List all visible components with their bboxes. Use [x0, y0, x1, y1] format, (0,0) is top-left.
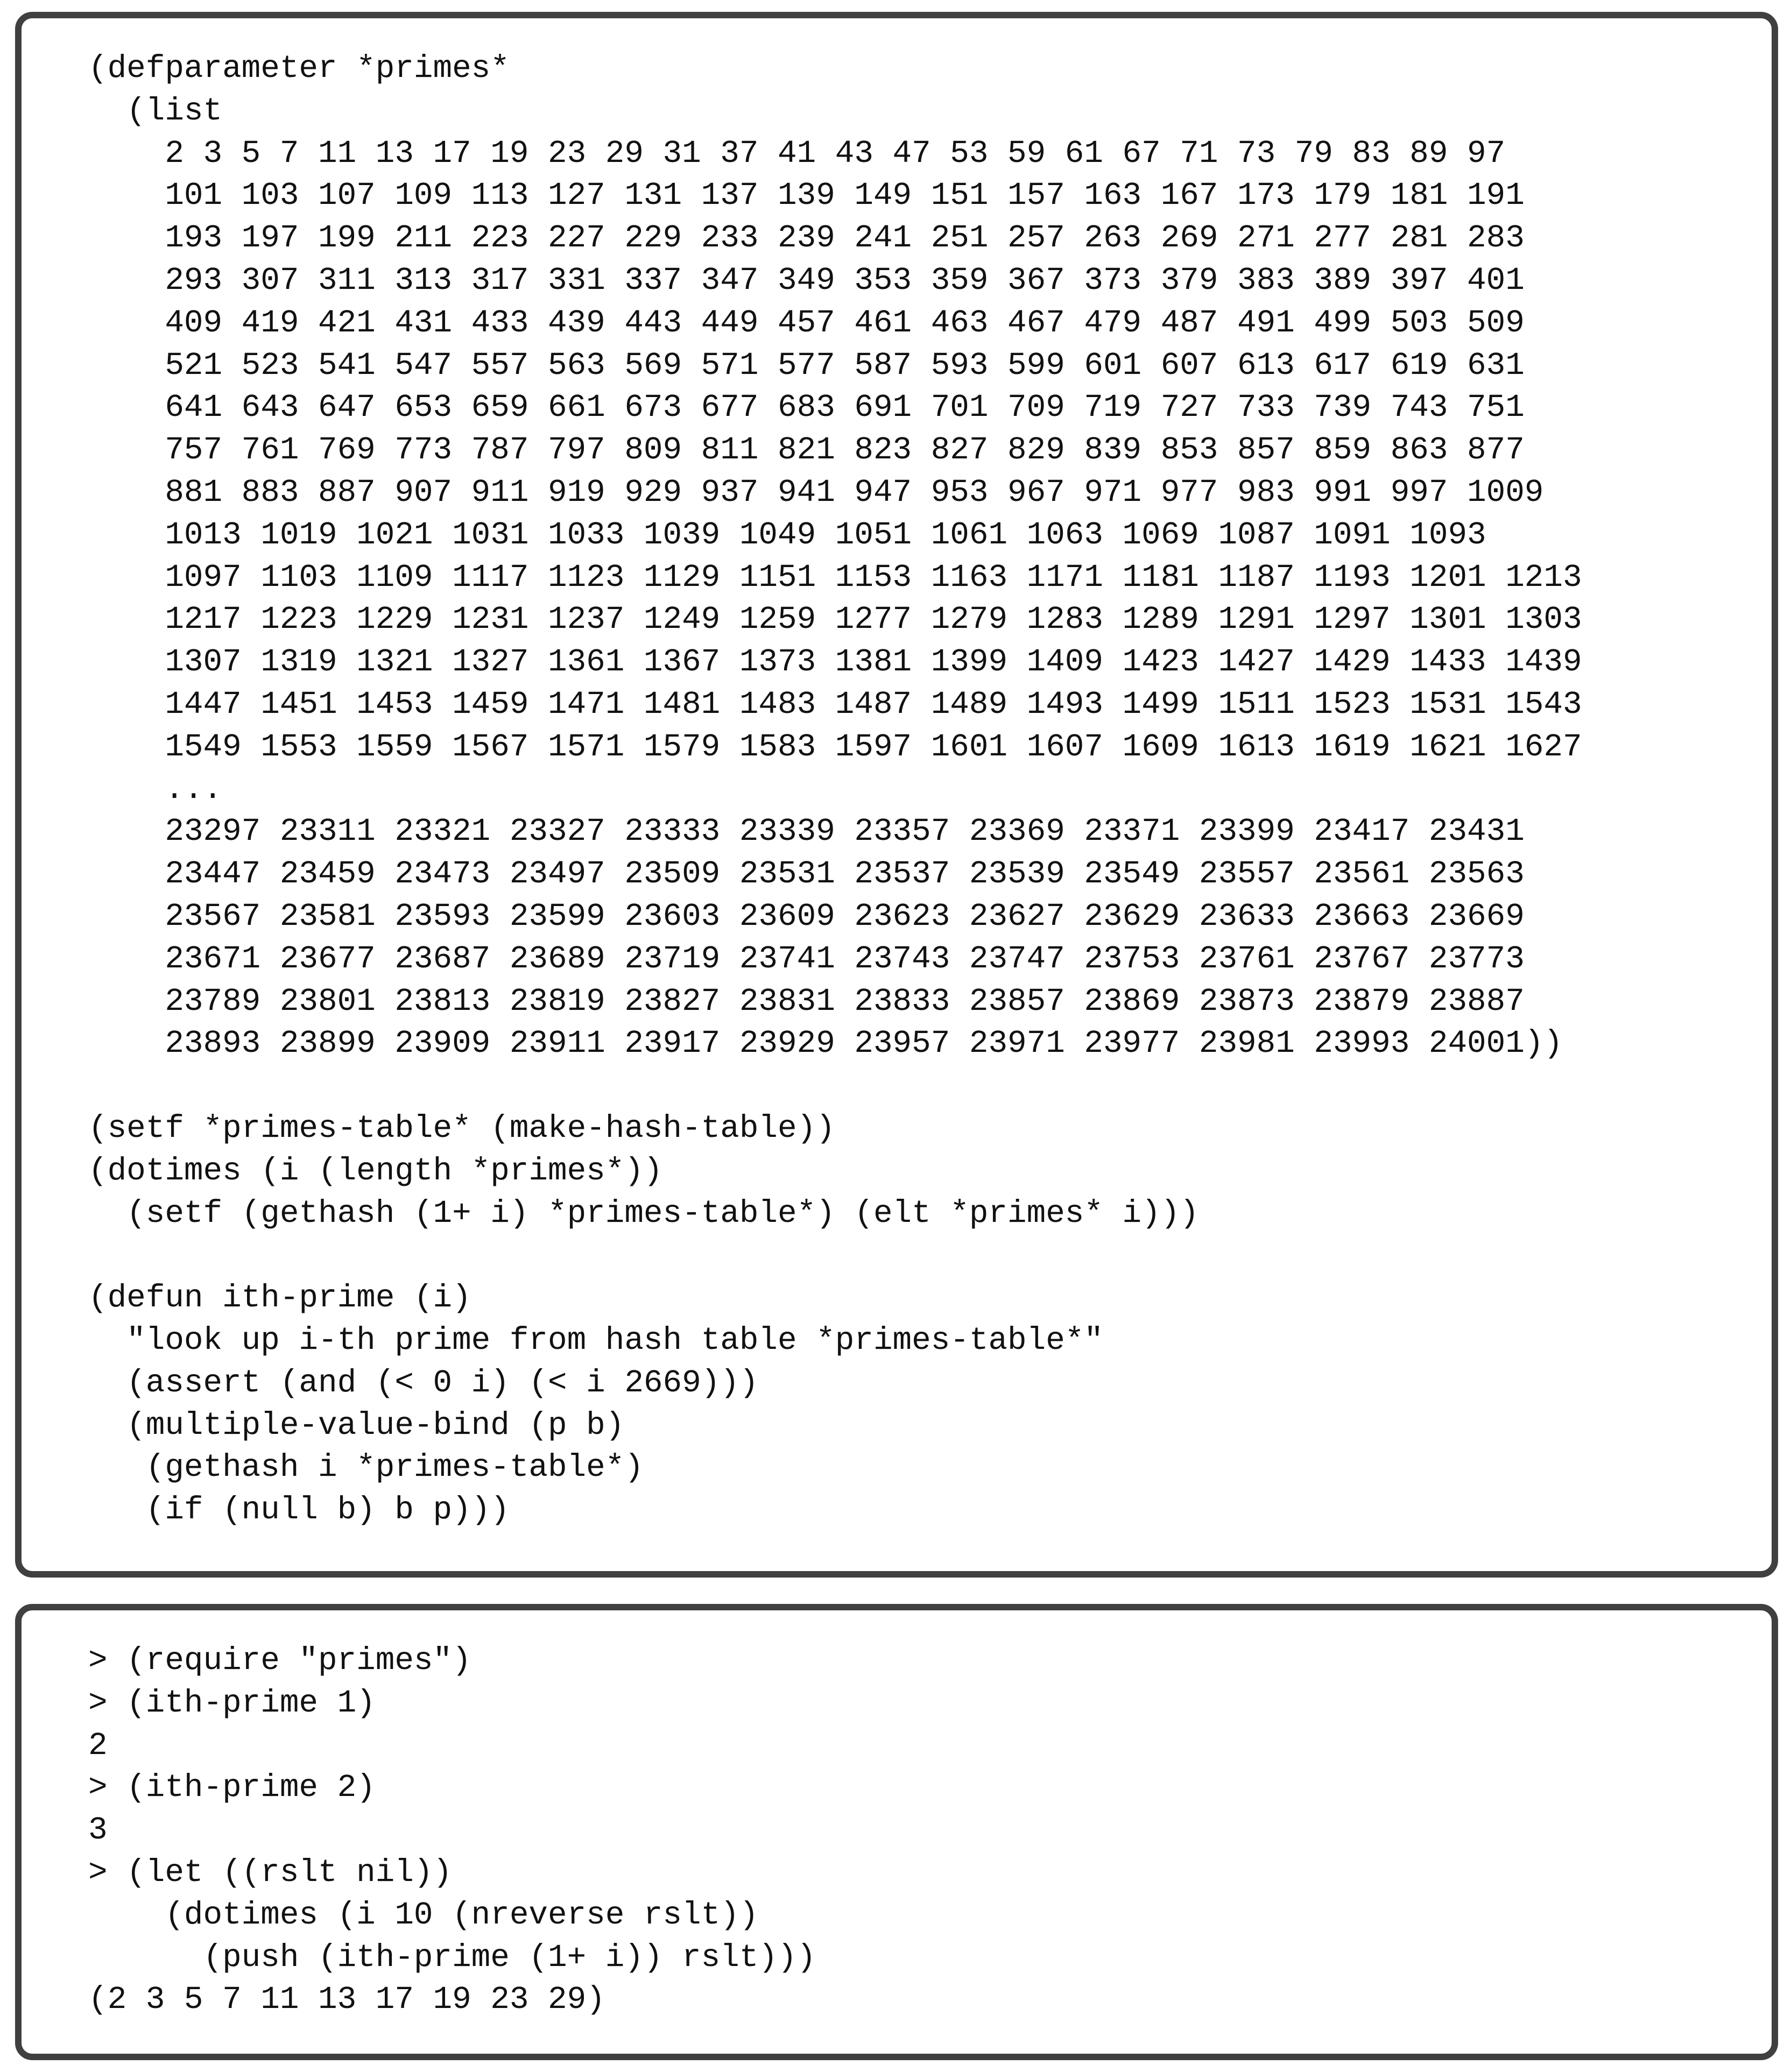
code-line: 23567 23581 23593 23599 23603 23609 23623 23627 23629 23633 23663 23669 [88, 898, 1525, 935]
code-line: 757 761 769 773 787 797 809 811 821 823 827 829 839 853 857 859 863 877 [88, 432, 1525, 469]
code-line: 1549 1553 1559 1567 1571 1579 1583 1597 1601 1607 1609 1613 1619 1621 1627 [88, 729, 1582, 765]
repl-line: (dotimes (i 10 (nreverse rslt)) [88, 1897, 759, 1933]
code-line: 1013 1019 1021 1031 1033 1039 1049 1051 1061 1063 1069 1087 1091 1093 [88, 517, 1486, 553]
code-line: 1307 1319 1321 1327 1361 1367 1373 1381 1399 1409 1423 1427 1429 1433 1439 [88, 644, 1582, 681]
repl-line: > (require "primes") [88, 1643, 471, 1679]
code-line: 23447 23459 23473 23497 23509 23531 23537 23539 23549 23557 23561 23563 [88, 856, 1525, 893]
code-listing-box [15, 12, 1778, 1578]
repl-line: > (let ((rslt nil)) [88, 1854, 453, 1891]
code-line: (defparameter *primes* [88, 51, 510, 87]
code-line: 521 523 541 547 557 563 569 571 577 587 593 599 601 607 613 617 619 631 [88, 347, 1525, 384]
code-line: (gethash i *primes-table*) [88, 1449, 644, 1486]
code-line: 881 883 887 907 911 919 929 937 941 947 953 967 971 977 983 991 997 1009 [88, 474, 1544, 511]
code-line: 23789 23801 23813 23819 23827 23831 23833 23857 23869 23873 23879 23887 [88, 983, 1525, 1020]
repl-line: 2 [88, 1727, 108, 1764]
repl-line: (push (ith-prime (1+ i)) rslt))) [88, 1939, 816, 1976]
code-line: 1097 1103 1109 1117 1123 1129 1151 1153 1163 1171 1181 1187 1193 1201 1213 [88, 559, 1582, 596]
repl-line: (2 3 5 7 11 13 17 19 23 29) [88, 1982, 605, 2018]
repl-transcript [88, 1640, 816, 2021]
code-line: (assert (and (< 0 i) (< i 2669))) [88, 1364, 759, 1401]
code-line: 101 103 107 109 113 127 131 137 139 149 151 157 163 167 173 179 181 191 [88, 178, 1525, 214]
code-line: "look up i-th prime from hash table *primes-table*" [88, 1322, 1103, 1359]
repl-line: > (ith-prime 2) [88, 1770, 376, 1806]
code-line: (dotimes (i (length *primes*)) [88, 1152, 663, 1189]
code-line: (list [88, 93, 223, 129]
code-line: (setf *primes-table* (make-hash-table)) [88, 1110, 835, 1147]
code-line [88, 1065, 1582, 1108]
code-line: (setf (gethash (1+ i) *primes-table*) (elt *primes* i))) [88, 1195, 1199, 1232]
code-line: 193 197 199 211 223 227 229 233 239 241 251 257 263 269 271 277 281 283 [88, 220, 1525, 257]
code-line: (defun ith-prime (i) [88, 1280, 471, 1317]
code-listing [88, 48, 1582, 1532]
code-line: 293 307 311 313 317 331 337 347 349 353 359 367 373 379 383 389 397 401 [88, 262, 1525, 299]
code-line: (multiple-value-bind (p b) [88, 1407, 625, 1444]
repl-line: > (ith-prime 1) [88, 1685, 376, 1721]
code-line [88, 1235, 1582, 1277]
code-line: 23893 23899 23909 23911 23917 23929 23957 23971 23977 23981 23993 24001)) [88, 1026, 1563, 1062]
repl-session-box [15, 1604, 1778, 2060]
repl-line: 3 [88, 1812, 108, 1849]
code-line: 1217 1223 1229 1231 1237 1249 1259 1277 1279 1283 1289 1291 1297 1301 1303 [88, 602, 1582, 638]
code-line: 409 419 421 431 433 439 443 449 457 461 463 467 479 487 491 499 503 509 [88, 305, 1525, 341]
code-line: ... [88, 771, 223, 808]
code-line: 23671 23677 23687 23689 23719 23741 23743 23747 23753 23761 23767 23773 [88, 940, 1525, 977]
code-line: 2 3 5 7 11 13 17 19 23 29 31 37 41 43 47 53 59 61 67 71 73 79 83 89 97 [88, 135, 1506, 172]
code-line: 1447 1451 1453 1459 1471 1481 1483 1487 1489 1493 1499 1511 1523 1531 1543 [88, 686, 1582, 723]
code-line: 641 643 647 653 659 661 673 677 683 691 701 709 719 727 733 739 743 751 [88, 390, 1525, 426]
code-line: 23297 23311 23321 23327 23333 23339 23357 23369 23371 23399 23417 23431 [88, 814, 1525, 850]
code-line: (if (null b) b p))) [88, 1492, 510, 1529]
